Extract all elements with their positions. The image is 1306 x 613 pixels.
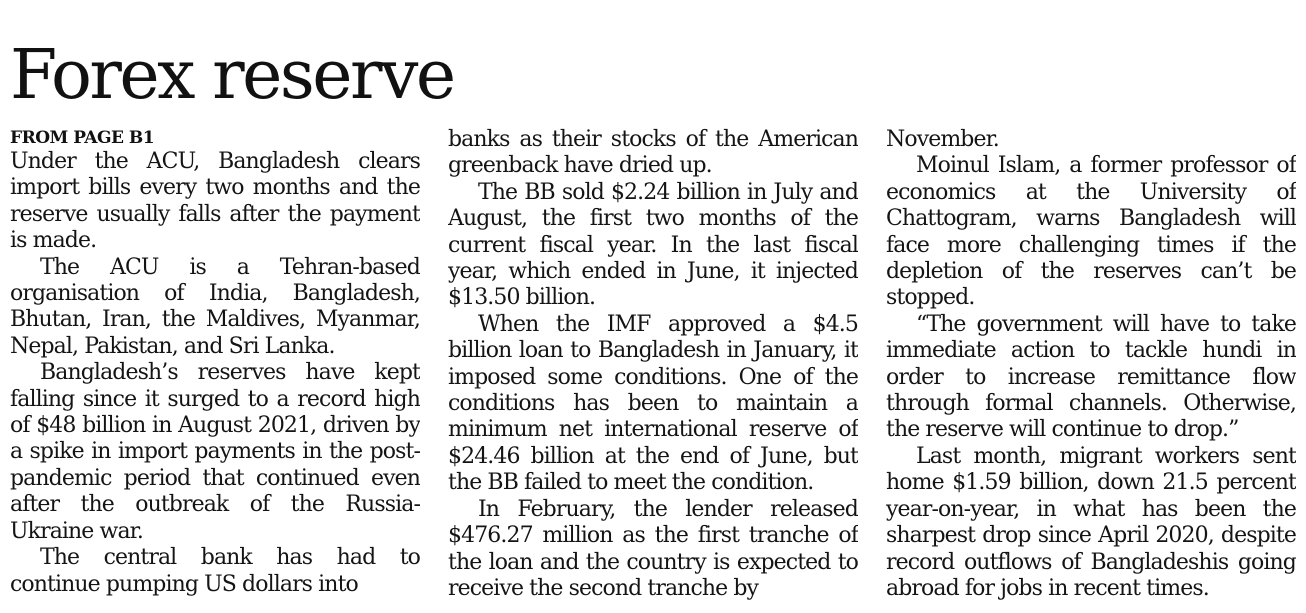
paragraph: banks as their stocks of the American greenback have dried up. xyxy=(448,127,858,179)
paragraph: Under the ACU, Bangladesh clears import bills every two months and the reserve usually falls after the payment is made. xyxy=(10,149,420,254)
paragraph: Bangladesh’s reserves have kept falling since it surged to a record high of $48 billion in August 2021, driven by a spike in import payments in the post-pandemic period that continued even after the outbreak of the Russia-Ukraine war. xyxy=(10,360,420,544)
paragraph: The BB sold $2.24 billion in July and August, the first two months of the current fiscal year. In the last fiscal year, which ended in June, it injected $13.50 billion. xyxy=(448,179,858,311)
paragraph: November. xyxy=(886,127,999,152)
article-column-2 xyxy=(448,127,858,607)
paragraph: In February, the lender released $476.27 million as the first tranche of the loan and the country is expected to receive the second tranche by xyxy=(448,496,858,601)
article-column-3 xyxy=(886,127,1296,607)
paragraph: “The government will have to take immediate action to tackle hundi in order to increase remittance flow through formal channels. Otherwise, the reserve will continue to drop.” xyxy=(886,311,1296,443)
paragraph: The ACU is a Tehran-based organisation of India, Bangladesh, Bhutan, Iran, the Maldives, Myanmar, Nepal, Pakistan, and Sri Lanka. xyxy=(10,254,420,359)
paragraph: Moinul Islam, a former professor of economics at the University of Chattogram, warns Bangladesh will face more challenging times if the depletion of the reserves can’t be stopped. xyxy=(886,153,1296,311)
paragraph: When the IMF approved a $4.5 billion loan to Bangladesh in January, it imposed some conditions. One of the conditions has been to maintain a minimum net international reserve of $24.46 billion at the end of June, but the BB failed to meet the condition. xyxy=(448,311,858,496)
paragraph: Last month, migrant workers sent home $1.59 billion, down 21.5 percent year-on-year, in what has been the sharpest drop since April 2020, despite record outflows of Bangladeshis going abroad for jobs in recent times. xyxy=(886,443,1296,601)
article-column-1 xyxy=(10,127,420,607)
headline: Forex reserve xyxy=(10,36,454,115)
paragraph: The central bank has had to continue pumping US dollars into xyxy=(10,545,420,597)
kicker-from-page: FROM PAGE B1 xyxy=(10,128,155,148)
